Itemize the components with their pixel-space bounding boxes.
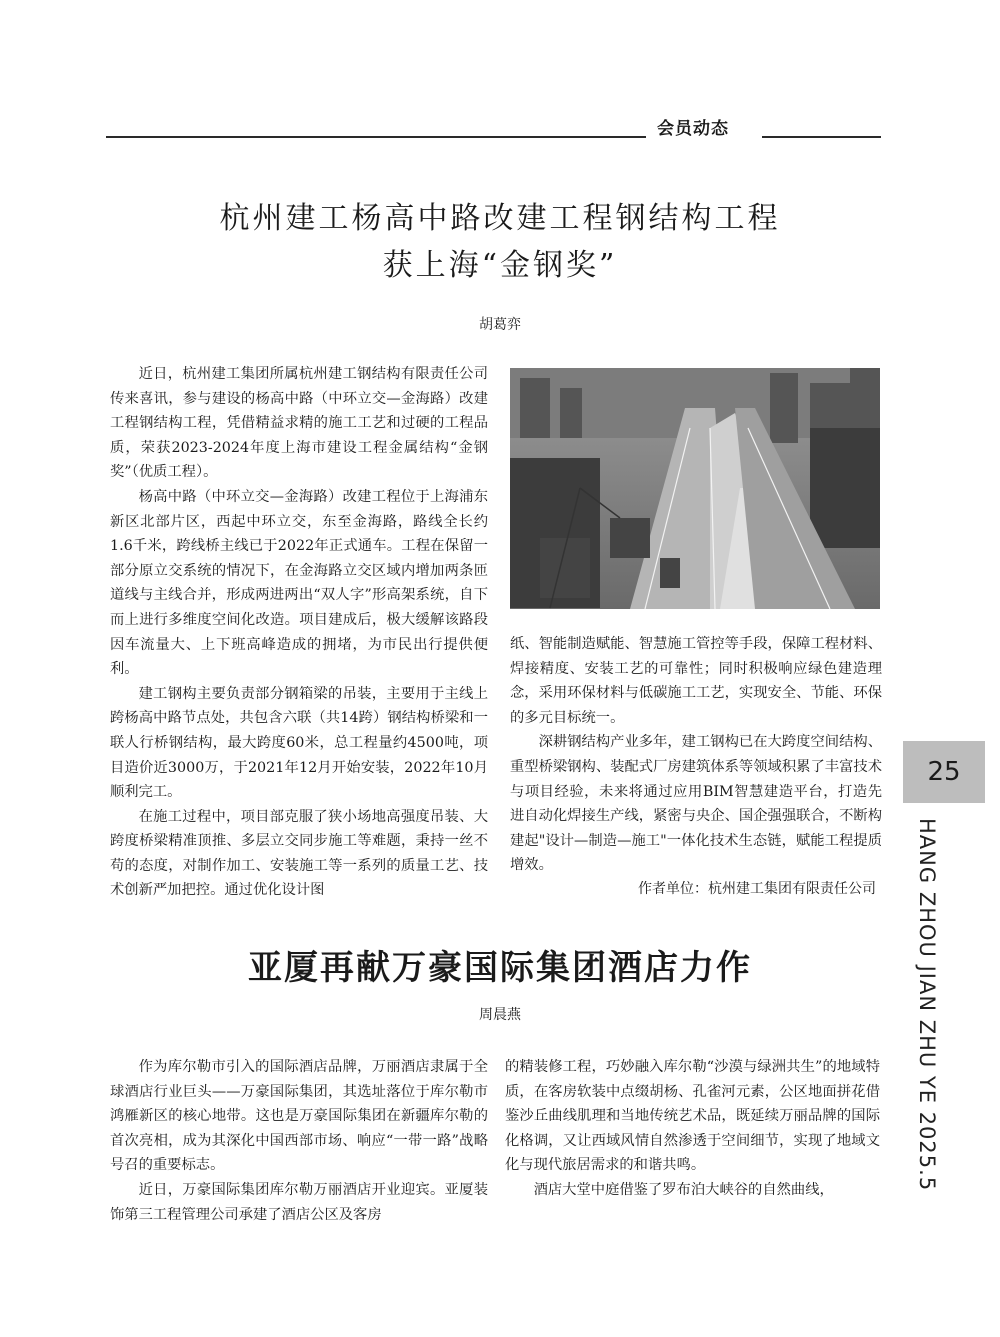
article1-affiliation: 作者单位：杭州建工集团有限责任公司: [638, 881, 876, 897]
paragraph: 建工钢构主要负责部分钢箱梁的吊装，主要用于主线上跨杨高中路节点处，共包含六联（共14跨）钢结构桥梁和一联人行桥钢结构，最大跨度60米，总工程量约4500吨，项目造价近3000万，于2021年12月开始安装，2022年10月顺利完工。: [110, 685, 488, 801]
paragraph: 纸、智能制造赋能、智慧施工管控等手段，保障工程材料、焊接精度、安装工艺的可靠性；同时积极响应绿色建造理念，采用环保材料与低碳施工工艺，实现安全、节能、环保的多元目标统一。: [510, 636, 882, 726]
article1-author: 胡葛弈: [479, 317, 521, 333]
page-number-box: [903, 741, 985, 803]
paragraph: 深耕钢结构产业多年，建工钢构已在大跨度空间结构、重型桥梁钢构、装配式厂房建筑体系等领域积累了丰富技术与项目经验，未来将通过应用BIM智慧建造平台，打造先进自动化焊接生产线，紧密与央企、国企强强联合，不断构建起"设计—制造—施工"一体化技术生态链，赋能工程提质增效。: [510, 734, 882, 874]
article1-right-column: [510, 632, 882, 878]
overpass-photo: [510, 368, 880, 609]
paragraph: 的精装修工程，巧妙融入库尔勒“沙漠与绿洲共生”的地域特质，在客房软装中点缀胡杨、孔雀河元素，公区地面拼花借鉴沙丘曲线肌理和当地传统艺术品，既延续万丽品牌的国际化格调，又让西域风情自然渗透于空间细节，实现了地域文化与现代旅居需求的和谐共鸣。: [505, 1059, 880, 1174]
page-number: 25: [927, 757, 961, 787]
header-rule-right: [762, 136, 881, 138]
header-rule-left: [106, 136, 646, 138]
paragraph: 近日，杭州建工集团所属杭州建工钢结构有限责任公司传来喜讯，参与建设的杨高中路（中环立交—金海路）改建工程钢结构工程，凭借精益求精的施工工艺和过硬的工程品质，荣获2023-2024年度上海市建设工程金属结构“金钢奖”（优质工程）。: [110, 366, 488, 481]
paragraph: 酒店大堂中庭借鉴了罗布泊大峡谷的自然曲线，: [533, 1181, 834, 1198]
article2-right-column: [505, 1055, 880, 1203]
paragraph: 在施工过程中，项目部克服了狭小场地高强度吊装、大跨度桥梁精准顶推、多层立交同步施工等难题，秉持一丝不苟的态度，对制作加工、安装施工等一系列的质量工艺、技术创新严加把控。通过优化设计图: [110, 808, 488, 899]
article2-left-column: [110, 1055, 488, 1227]
paragraph: 杨高中路（中环立交—金海路）改建工程位于上海浦东新区北部片区，西起中环立交，东至金海路，路线全长约1.6千米，跨线桥主线已于2022年正式通车。工程在保留一部分原立交系统的情况下，在金海路立交区域内增加两条匝道线与主线合并，形成两进两出“双人字”形高架系统，自下而上进行多维度空间化改造。项目建成后，极大缓解该路段因车流量大、上下班高峰造成的拥堵，为市民出行提供便利。: [110, 488, 488, 678]
section-label: 会员动态: [657, 119, 729, 139]
overpass-photo-graphic: [510, 368, 880, 609]
paragraph: 近日，万豪国际集团库尔勒万丽酒店开业迎宾。亚厦装饰第三工程管理公司承建了酒店公区及客房: [110, 1181, 488, 1223]
paragraph: 作为库尔勒市引入的国际酒店品牌，万丽酒店隶属于全球酒店行业巨头——万豪国际集团，其选址落位于库尔勒市鸿雁新区的核心地带。这也是万豪国际集团在新疆库尔勒的首次亮相，成为其深化中国西部市场、响应“一带一路”战略号召的重要标志。: [110, 1059, 488, 1174]
article1-title-line2: 获上海“金钢奖”: [382, 248, 618, 283]
article1-left-column: [110, 362, 488, 903]
journal-vertical-label: HANG ZHOU JIAN ZHU YE 2025.5: [915, 818, 939, 1192]
article1-title-line1: 杭州建工杨高中路改建工程钢结构工程: [219, 201, 781, 236]
article2-author: 周晨燕: [479, 1007, 521, 1023]
article2-title: 亚厦再献万豪国际集团酒店力作: [248, 948, 752, 988]
